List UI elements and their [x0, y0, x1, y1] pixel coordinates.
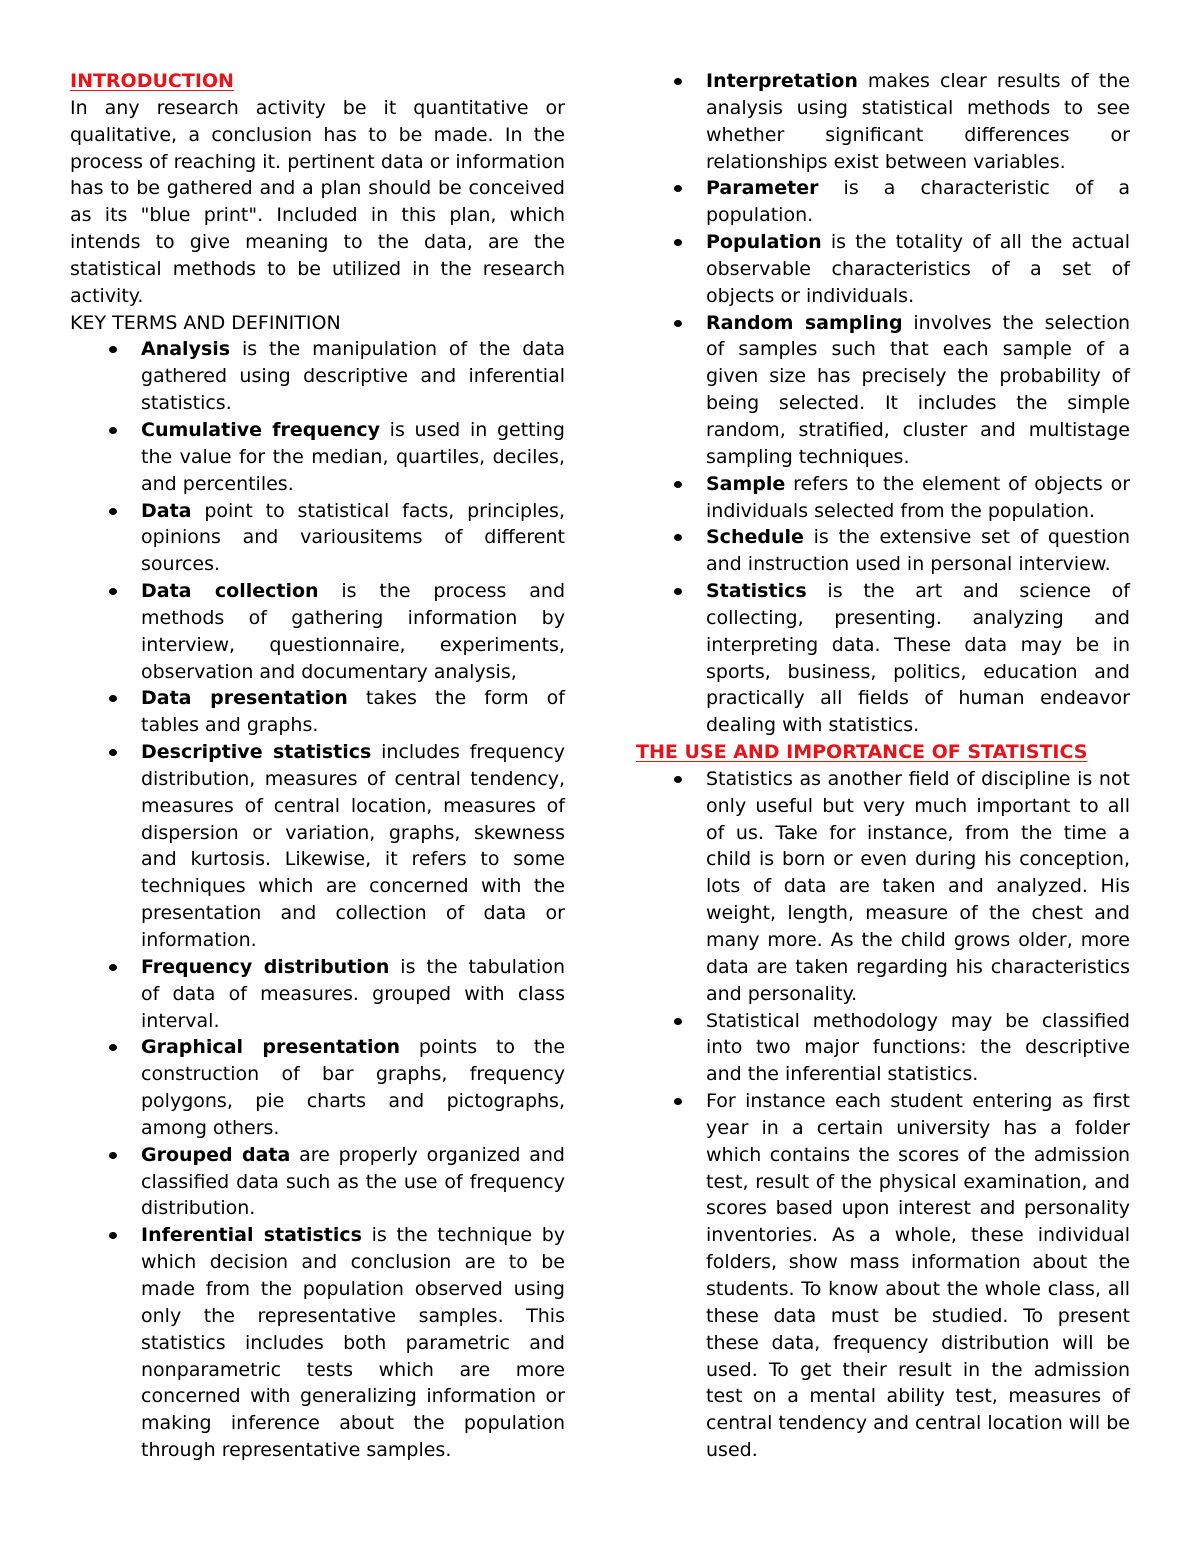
term-item	[636, 524, 1130, 578]
term-definition: are properly organized and classified data such as the use of frequency distribution.	[141, 1143, 565, 1220]
term-definition: is the process and methods of gathering information by interview, questionnaire, experiments, observation and documentary analysis,	[141, 580, 566, 683]
term-definition: point to statistical facts, principles, opinions and variousitems of different sources.	[141, 499, 565, 576]
use-item-text: For instance each student entering as first year in a certain university has a folder which contains the scores of the admission test, result of the physical examination, and scores based upon interest and personality inventories. As a whole, these individual folders, show mass information about the students. To know about the whole class, all these data must be studied. To present these data, frequency distribution will be used. To get their result in the admission test on a mental ability test, measures of central tendency and central location will be used.	[706, 1090, 1130, 1462]
term-definition: is used in getting the value for the median, quartiles, deciles, and percentiles.	[141, 418, 565, 495]
term-name: Statistics	[706, 580, 807, 603]
term-item	[70, 739, 565, 954]
bullet-icon	[674, 239, 682, 246]
term-item	[70, 954, 565, 1035]
term-item	[636, 68, 1130, 175]
term-name: Data collection	[141, 580, 319, 603]
term-name: Descriptive statistics	[141, 741, 372, 764]
term-name: Frequency distribution	[141, 955, 390, 978]
term-item	[70, 1222, 565, 1464]
term-definition: is the extensive set of question and instruction used in personal interview.	[706, 526, 1130, 576]
term-definition: takes the form of tables and graphs.	[141, 687, 565, 737]
term-item	[636, 229, 1130, 310]
term-definition: involves the selection of samples such that each sample of a given size has precisely the probability of being selected. It includes the simple random, stratified, cluster and multistage sampling techniques.	[706, 311, 1130, 468]
bullet-icon	[109, 1232, 117, 1239]
term-name: Interpretation	[706, 70, 858, 92]
bullet-icon	[109, 508, 117, 515]
term-definition: is the art and science of collecting, presenting. analyzing and interpreting data. These data may be in sports, business, politics, education and practically all fields of human endeavor dealing with statistics.	[706, 580, 1130, 737]
term-item	[70, 1142, 565, 1223]
right-column	[636, 68, 1130, 1464]
term-name: Grouped data	[141, 1143, 291, 1166]
term-item	[636, 175, 1130, 229]
term-definition: makes clear results of the analysis using statistical methods to see whether significant differences or relationships exist between variables.	[706, 70, 1130, 173]
term-name: Sample	[706, 472, 786, 495]
term-item	[636, 471, 1130, 525]
term-name: Random sampling	[706, 311, 903, 334]
use-item-text: Statistics as another field of discipline is not only useful but very much important to all of us. Take for instance, from the time a child is born or even during his conception, lots of data are taken and analyzed. His weight, length, measure of the chest and many more. As the child grows older, more data are taken regarding his characteristics and personality.	[706, 767, 1130, 1005]
term-definition: is a characteristic of a population.	[706, 177, 1130, 227]
use-importance-heading: THE USE AND IMPORTANCE OF STATISTICS	[636, 741, 1088, 764]
term-definition: points to the construction of bar graphs, frequency polygons, pie charts and pictographs, among others.	[141, 1036, 566, 1139]
key-terms-list-left	[70, 336, 565, 1463]
term-definition: is the manipulation of the data gathered using descriptive and inferential statistics.	[141, 338, 565, 415]
term-name: Inferential statistics	[141, 1224, 362, 1247]
term-name: Analysis	[141, 338, 231, 361]
term-item	[636, 310, 1130, 471]
bullet-icon	[109, 1044, 117, 1051]
bullet-icon	[674, 320, 682, 327]
bullet-icon	[109, 964, 117, 971]
term-definition: is the tabulation of data of measures. grouped with class interval.	[141, 955, 565, 1032]
bullet-icon	[674, 534, 682, 541]
term-definition: includes frequency distribution, measures of central tendency, measures of central location, measures of dispersion or variation, graphs, skewness and kurtosis. Likewise, it refers to some techniques which are concerned with the presentation and collection of data or information.	[141, 741, 565, 951]
term-name: Cumulative frequency	[141, 418, 380, 441]
term-name: Data	[141, 499, 192, 522]
term-definition: is the totality of all the actual observable characteristics of a set of objects or individuals.	[706, 231, 1130, 307]
bullet-icon	[109, 346, 117, 353]
bullet-icon	[674, 1018, 682, 1025]
use-item	[636, 1008, 1130, 1089]
term-item	[70, 498, 565, 579]
bullet-icon	[109, 588, 117, 595]
term-item	[70, 685, 565, 739]
term-item	[70, 336, 565, 417]
term-name: Graphical presentation	[141, 1036, 401, 1059]
term-definition: refers to the element of objects or individuals selected from the population.	[706, 472, 1130, 522]
use-item-text: Statistical methodology may be classified into two major functions: the descriptive and the inferential statistics.	[706, 1009, 1130, 1086]
introduction-heading: INTRODUCTION	[70, 70, 234, 92]
key-terms-list-right	[636, 68, 1130, 739]
use-importance-list	[636, 766, 1130, 1464]
term-name: Schedule	[706, 526, 804, 549]
term-item	[70, 578, 565, 685]
bullet-icon	[674, 588, 682, 595]
bullet-icon	[109, 427, 117, 434]
term-item	[636, 578, 1130, 739]
bullet-icon	[109, 695, 117, 702]
bullet-icon	[674, 776, 682, 783]
key-terms-heading: KEY TERMS AND DEFINITION	[70, 311, 341, 334]
bullet-icon	[109, 749, 117, 756]
term-definition: is the technique by which decision and conclusion are to be made from the population observed using only the representative samples. This statistics includes both parametric and nonparametric tests which are more concerned with generalizing information or making inference about the population through representative samples.	[141, 1224, 566, 1462]
bullet-icon	[109, 1152, 117, 1159]
bullet-icon	[674, 1098, 682, 1105]
term-name: Data presentation	[141, 687, 348, 710]
introduction-paragraph: In any research activity be it quantitative or qualitative, a conclusion has to be made. In the process of reaching it. pertinent data or information has to be gathered and a plan should be conceived as its "blue print". Included in this plan, which intends to give meaning to the data, are the statistical methods to be utilized in the research activity.	[70, 96, 565, 307]
term-name: Population	[706, 231, 822, 254]
term-item	[70, 1034, 565, 1141]
bullet-icon	[674, 78, 682, 85]
bullet-icon	[674, 185, 682, 192]
use-item	[636, 766, 1130, 1008]
term-name: Parameter	[706, 177, 819, 200]
bullet-icon	[674, 481, 682, 488]
left-column	[70, 68, 565, 1464]
use-item	[636, 1088, 1130, 1464]
term-item	[70, 417, 565, 498]
